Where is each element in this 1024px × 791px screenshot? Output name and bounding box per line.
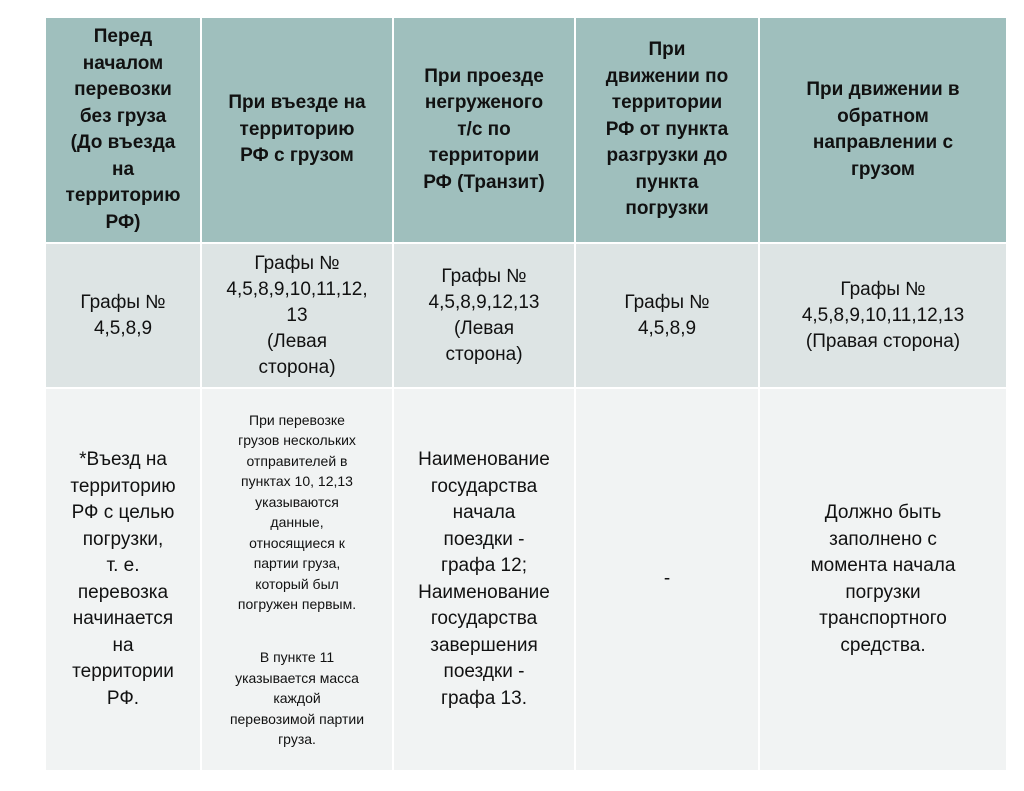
header-before-entry: Перед началом перевозки без груза (До въезда на территорию РФ)	[46, 18, 202, 244]
header-unload-to-load: При движении по территории РФ от пункта разгрузки до пункта погрузки	[576, 18, 760, 244]
fields-cell: Графы № 4,5,8,9	[46, 244, 202, 389]
note-empty-dash: -	[576, 389, 760, 770]
table-row	[46, 244, 1006, 389]
table-header-row	[46, 18, 1006, 244]
fields-cell: Графы № 4,5,8,9,10,11,12, 13 (Левая сторона)	[202, 244, 394, 389]
table-row	[46, 389, 1006, 770]
note-paragraph: В пункте 11 указывается масса каждой перевозимой партии груза.	[229, 649, 365, 747]
note-entry-for-loading: *Въезд на территорию РФ с целью погрузки, т. е. перевозка начинается на территории РФ.	[46, 389, 202, 770]
fields-cell: Графы № 4,5,8,9,12,13 (Левая сторона)	[394, 244, 576, 389]
note-state-names: Наименование государства начала поездки - графа 12; Наименование государства завершения поездки - графа 13.	[394, 389, 576, 770]
fields-cell: Графы № 4,5,8,9,10,11,12,13 (Правая сторона)	[760, 244, 1006, 389]
header-return-with-cargo: При движении в обратном направлении с грузом	[760, 18, 1006, 244]
header-transit-empty: При проезде негруженого т/с по территории РФ (Транзит)	[394, 18, 576, 244]
note-fill-from-loading: Должно быть заполнено с момента начала погрузки транспортного средства.	[760, 389, 1006, 770]
header-entry-with-cargo: При въезде на территорию РФ с грузом	[202, 18, 394, 244]
note-paragraph: При перевозке грузов нескольких отправителей в пунктах 10, 12,13 указываются данные, относящиеся к партии груза, который был погружен первым.	[237, 411, 357, 612]
note-multiple-senders	[202, 389, 394, 770]
transit-rules-table	[46, 18, 1006, 770]
fields-cell: Графы № 4,5,8,9	[576, 244, 760, 389]
